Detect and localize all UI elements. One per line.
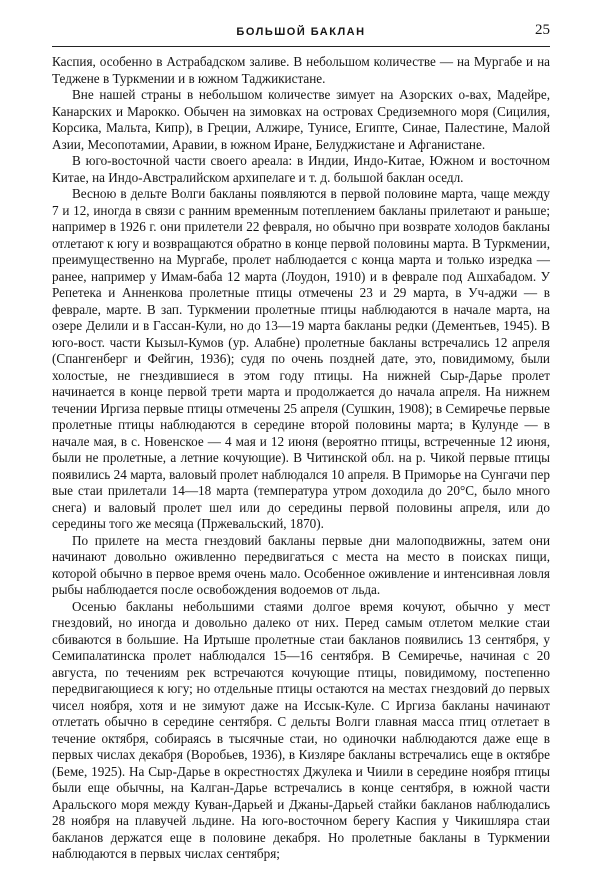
page-header (52, 24, 550, 47)
paragraph: По прилете на места гнездовий бакланы первые дни малоподвижны, затем они начинают довольно оживленно передвигаться с места на место в поисках пищи, которой обычно в первое время очень мало. Особенное оживление и интенсивная ловля рыбы наблюдается после освобождения водоемов от льда. (52, 532, 550, 597)
paragraph: Весною в дельте Волги бакланы появляются в первой половине марта, чаще между 7 и 12, иногда в связи с ранним временным потеплением бакланы прилетают и раньше; например в 1926 г. они прилетели 22 февраля, но обычно при возврате холодов бакланы отлетают к югу и возвращаются обратно в конце первой половины марта. В Туркмении, преимущественно на Мургабе, пролет наблюдается с конца марта и только изредка — ранее, например у Имам-баба 12 марта (Лоудон, 1910) и в феврале под Ашхабадом. У Репетека и Анненкова пролетные птицы отмечены 23 и 29 марта, в Уч-аджи — в феврале, марте. В зап. Туркмении пролетные птицы наблюдаются в начале марта, на озере Делили и в Гассан-Кули, но до 13—19 марта бакланы редки (Дементьев, 1945). В юго-вост. части Кызыл-Кумов (ур. Алабне) пролетные бакланы встречались 12 апреля (Спангенберг и Фейгин, 1936); судя по очень поздней дате, это, повидимому, были холостые, не гнездившиеся в этом году птицы. На нижней Сыр-Дарье пролет начинается в конце первой трети марта и продолжается до начала апреля. На нижнем течении Иргиза первые птицы отмечены 25 апреля (Сушкин, 1908); в Семиречье первые пролетные птицы наблюдаются в середине второй половины марта; в Кулунде — в начале мая, в с. Новенское — 4 мая и 12 июня (вероятно птицы, встреченные 12 июня, были не пролетные, а летние кочующие). В Читинской обл. на р. Чикой первые птицы появились 24 марта, валовый пролет наблюдался 10 апреля. В Приморье на Сунгачи пер вые стаи прилетали 14—18 марта (температура утром доходила до 20°С, было много снега) и валовый пролет шел или до середины первой половины апреля, или до середины того же месяца (Пржевальский, 1870). (52, 186, 550, 531)
paragraph: Осенью бакланы небольшими стаями долгое время кочуют, обычно у мест гнездовий, но иногда и довольно далеко от них. Перед самым отлетом мелкие стаи сбиваются в большие. На Иртыше пролетные стаи бакланов появились 13 сентября, у Семипалатинска пролет наблюдался 15—16 сентября. В Семиречье, начиная с 20 августа, по течениям рек встречаются кочующие птицы, повидимому, постепенно передвигающиеся к югу; но отдельные птицы остаются на местах гнездовий до первых чисел ноября, хотя и не зимуют даже на Иссык-Куле. С Иргиза бакланы начинают отлетать обычно в середине сентября. С дельты Волги главная масса птиц отлетает в течение октября, собираясь в тысячные стаи, но одиночки наблюдаются даже еще в первых числах декабря (Воробьев, 1936), в Кизляре бакланы встречались еще в октябре (Беме, 1925). На Сыр-Дарье в окрестностях Джулека и Чиили в середине ноября птицы были еще обычны, на Калган-Дарье встречались в конце сентября, в южной части Аральского моря между Куван-Дарьей и Джаны-Дарьей стайки бакланов наблюдались 28 ноября на плавучей льдине. На юго-восточном берегу Каспия у Чикишляра стаи бакланов держатся еще в половине декабря. Но пролетные бакланы в Туркмении наблюдаются в первых числах сентября; (52, 598, 550, 861)
paragraph: Каспия, особенно в Астрабадском заливе. В небольшом количестве — на Мургабе и на Теджене в Туркмении и в южном Таджикистане. (52, 54, 550, 86)
page-number: 25 (535, 22, 550, 38)
body-text (52, 54, 550, 863)
paragraph: В юго-восточной части своего ареала: в Индии, Индо-Китае, Южном и восточном Китае, на Индо-Австралийском архипелаге и т. д. большой баклан оседл. (52, 153, 550, 185)
running-title: БОЛЬШОЙ БАКЛАН (236, 26, 366, 38)
paragraph: Вне нашей страны в небольшом количестве зимует на Азорских о-вах, Мадейре, Канарских и Марокко. Обычен на зимовках на островах Средиземного моря (Сицилия, Корсика, Мальта, Кипр), в Греции, Алжире, Тунисе, Египте, Синае, Палестине, Малой Азии, Месопотамии, Аравии, в южном Иране, Белуджистане и Афганистане. (52, 87, 550, 152)
